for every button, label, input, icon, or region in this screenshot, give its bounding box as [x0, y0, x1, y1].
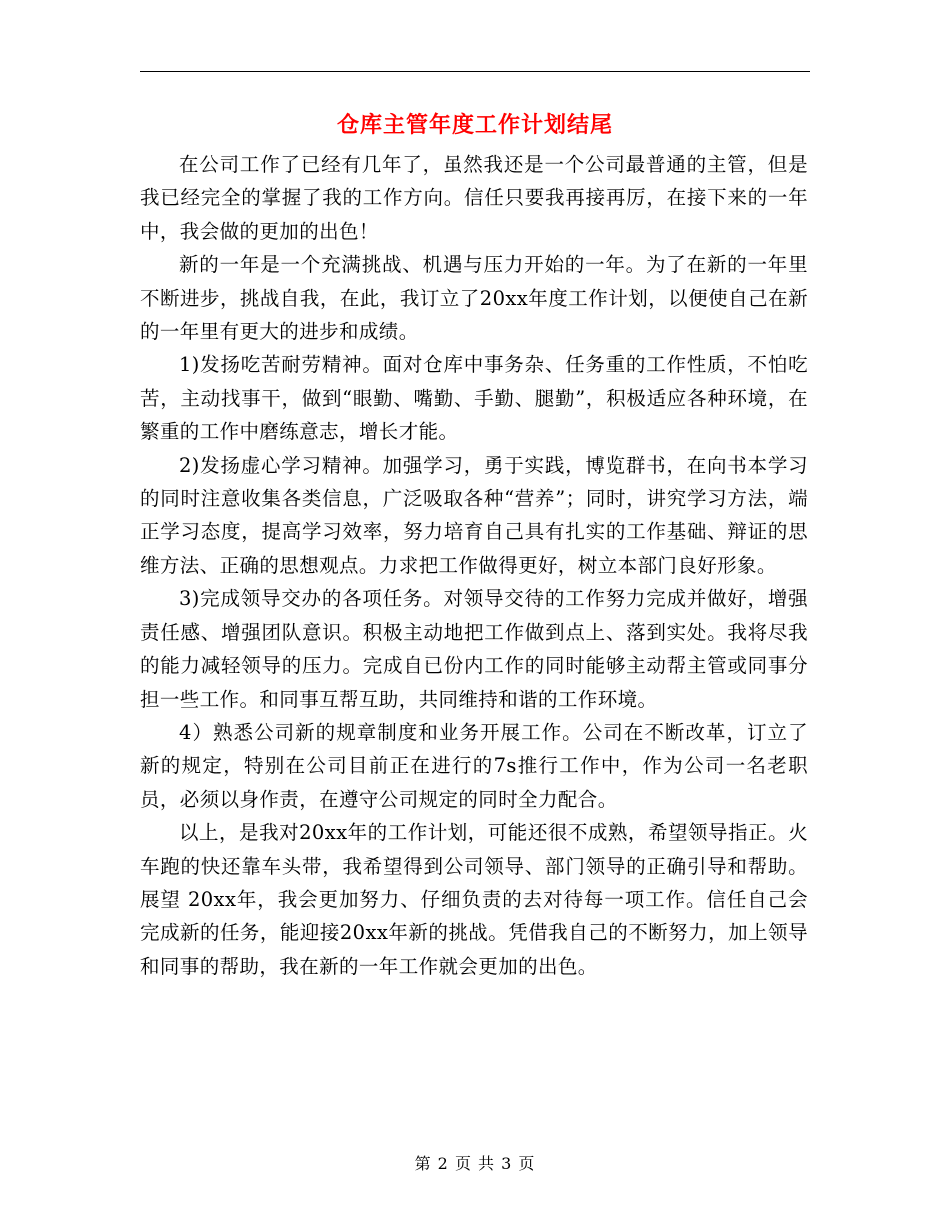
document-body [140, 148, 808, 983]
paragraph-conclusion: 以上，是我对20xx年的工作计划，可能还很不成熟，希望领导指正。火车跑的快还靠车头带，我希望得到公司领导、部门领导的正确引导和帮助。展望 20xx年，我会更加努力、仔细负责的去对待每一项工作。信任自己会完成新的任务，能迎接20xx年新的挑战。凭借我自己的不断努力，加上领导和同事的帮助，我在新的一年工作就会更加的出色。 [140, 821, 808, 978]
paragraph-item-1: 1)发扬吃苦耐劳精神。面对仓库中事务杂、任务重的工作性质，不怕吃苦，主动找事干，做到“眼勤、嘴勤、手勤、腿勤”，积极适应各种环境，在繁重的工作中磨练意志，增长才能。 [140, 353, 808, 444]
paragraph-item-4: 4）熟悉公司新的规章制度和业务开展工作。公司在不断改革，订立了新的规定，特别在公司目前正在进行的7s推行工作中，作为公司一名老职员，必须以身作责，在遵守公司规定的同时全力配合。 [140, 720, 808, 811]
header-rule [140, 71, 810, 72]
paragraph-intro: 在公司工作了已经有几年了，虽然我还是一个公司最普通的主管，但是我已经完全的掌握了我的工作方向。信任只要我再接再厉，在接下来的一年中，我会做的更加的出色！ [140, 153, 808, 243]
paragraph-item-3: 3)完成领导交办的各项任务。对领导交待的工作努力完成并做好，增强责任感、增强团队意识。积极主动地把工作做到点上、落到实处。我将尽我的能力减轻领导的压力。完成自已份内工作的同时能够主动帮主管或同事分担一些工作。和同事互帮互助，共同维持和谐的工作环境。 [140, 587, 808, 711]
page-number-footer: 第 2 页 共 3 页 [414, 1154, 536, 1173]
paragraph-item-2: 2)发扬虚心学习精神。加强学习，勇于实践，博览群书，在向书本学习的同时注意收集各类信息，广泛吸取各种“营养”；同时，讲究学习方法，端正学习态度，提高学习效率，努力培育自己具有扎实的工作基础、辩证的思维方法、正确的思想观点。力求把工作做得更好，树立本部门良好形象。 [140, 453, 808, 577]
paragraph-new-year: 新的一年是一个充满挑战、机遇与压力开始的一年。为了在新的一年里不断进步，挑战自我，在此，我订立了20xx年度工作计划，以便使自己在新的一年里有更大的进步和成绩。 [140, 253, 808, 344]
document-title: 仓库主管年度工作计划结尾 [336, 112, 613, 138]
